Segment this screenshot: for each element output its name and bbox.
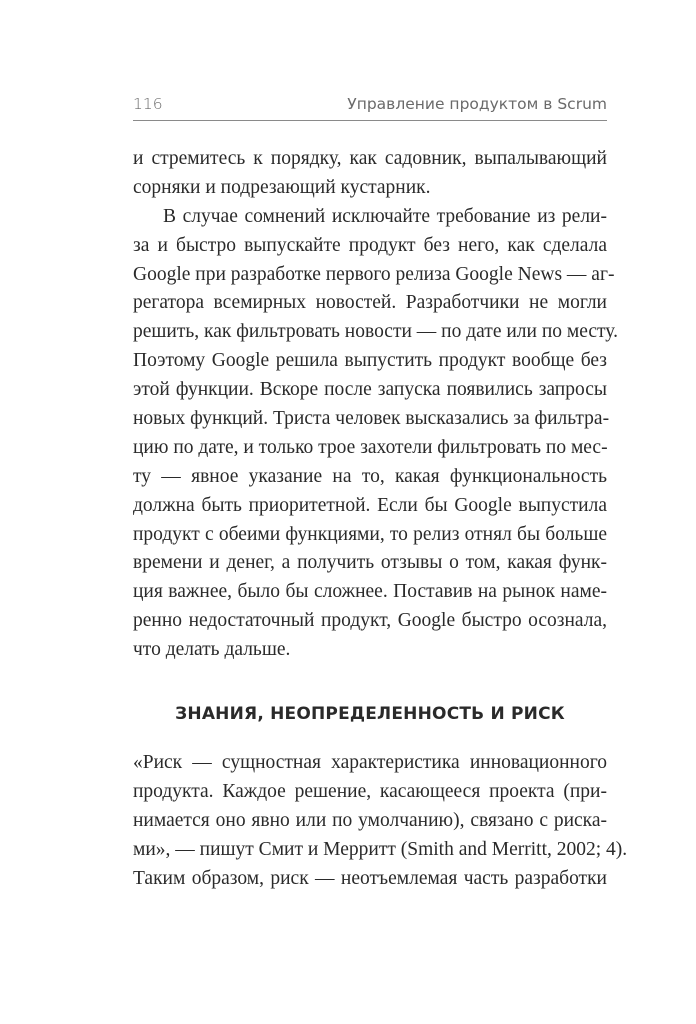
text-line: Поэтому Google решила выпустить продукт вообще без [133, 350, 607, 372]
text-line: времени и денег, а получить отзывы о том, какая функ- [133, 552, 607, 574]
text-line: решить, как фильтровать новости — по дате или по месту. [133, 321, 618, 343]
text-line: за и быстро выпускайте продукт без него, как сделала [133, 234, 607, 256]
running-title: Управление продуктом в Scrum [347, 95, 607, 113]
text-line: Таким образом, риск — неотъемлемая часть разработки [133, 867, 607, 889]
body-text-block-1 [133, 145, 618, 665]
text-line: этой функции. Вскоре после запуска появились запросы [133, 379, 607, 401]
text-line: В случае сомнений исключайте требование из рели- [163, 205, 607, 227]
text-line: Google при разработке первого релиза Google News — аг- [133, 263, 615, 285]
text-line: ту — явное указание на то, какая функциональность [133, 465, 607, 487]
text-line: что делать дальше. [133, 639, 291, 661]
text-line: цию по дате, и только трое захотели фильтровать по мес- [133, 436, 608, 458]
text-line: ренно недостаточный продукт, Google быстро осознала, [133, 610, 607, 632]
text-line: нимается оно явно или по умолчанию), связано с риска- [133, 809, 607, 831]
text-line: и стремитесь к порядку, как садовник, выпалывающий [133, 148, 607, 169]
running-header [133, 92, 607, 121]
text-line: продукта. Каждое решение, касающееся проекта (при- [133, 780, 607, 802]
text-line: ми», — пишут Смит и Мерритт (Smith and Merritt, 2002; 4). [133, 838, 628, 860]
body-text-block-2 [133, 749, 628, 893]
text-line: должна быть приоритетной. Если бы Google выпустила [133, 494, 607, 516]
text-line: регатора всемирных новостей. Разработчики не могли [133, 292, 607, 314]
text-line: ция важнее, было бы сложнее. Поставив на рынок наме- [133, 581, 607, 603]
page-number: 116 [133, 95, 163, 113]
section-heading: ЗНАНИЯ, НЕОПРЕДЕЛЕННОСТЬ И РИСК [175, 704, 565, 724]
text-line: «Риск — сущностная характеристика инновационного [133, 752, 607, 773]
text-line: продукт с обеими функциями, то релиз отнял бы больше [133, 523, 607, 545]
text-line: новых функций. Триста человек высказались за фильтра- [133, 408, 610, 430]
text-line: сорняки и подрезающий кустарник. [133, 176, 431, 198]
